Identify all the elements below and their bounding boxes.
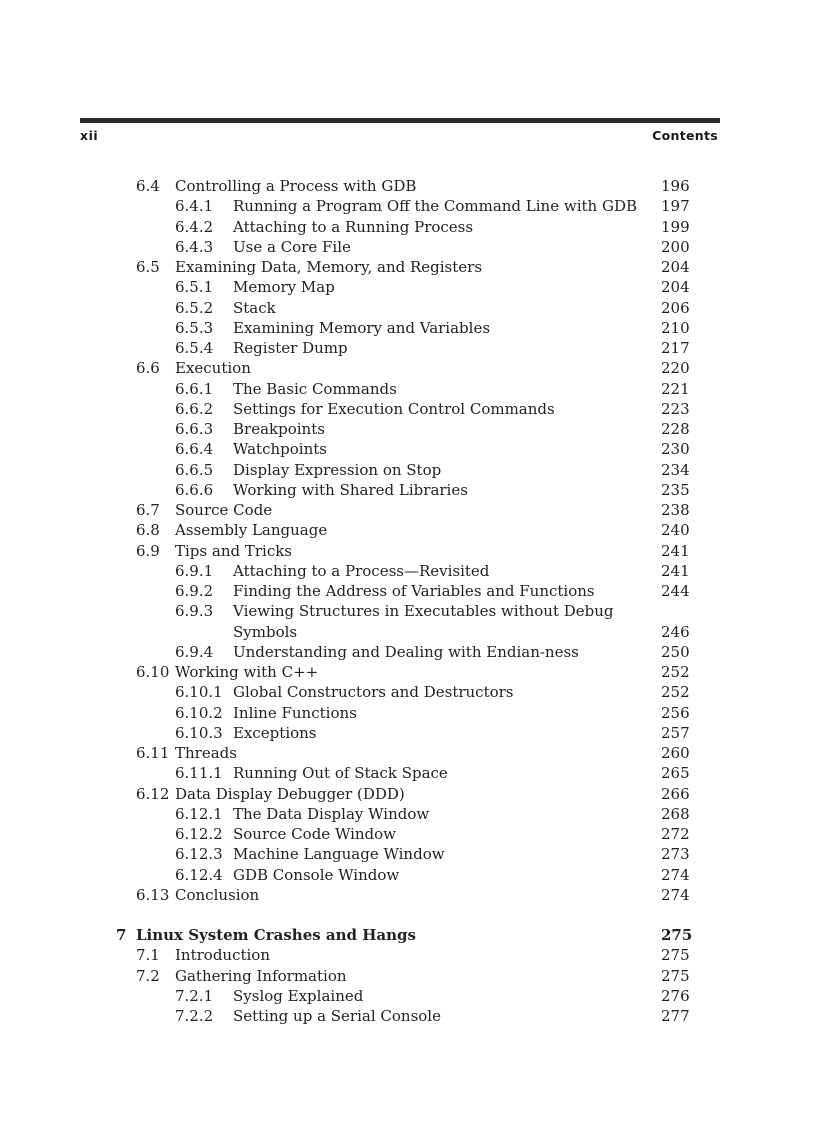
toc-entry-number: 7.2 [136,966,160,985]
toc-entry-page: 206 [661,298,690,317]
toc-entry-number: 6.9.1 [175,561,214,580]
toc-entry-page: 220 [661,359,690,378]
toc-entry-number: 6.5 [136,258,160,276]
toc-entry-number: 6.11 [136,744,170,762]
toc-entry-page: 204 [661,258,690,276]
toc-entry-title: Display Expression on Stop [233,460,442,479]
toc-entry-page: 204 [661,278,690,297]
toc-entry-number: 6.4.3 [175,237,214,256]
toc-entry-number: 6.9 [136,541,160,560]
toc-entry-number: 7.2.2 [175,1007,214,1025]
toc-entry [0,763,816,783]
toc-entry-number: 6.4.1 [175,197,214,216]
toc-entry-title: Threads [175,744,237,762]
toc-entry-title: Attaching to a Running Process [233,217,474,236]
toc-entry [0,460,816,480]
toc-entry [0,581,816,601]
toc-entry-number: 6.6.4 [175,440,214,459]
toc-entry [0,541,816,561]
toc-entry-page: 276 [661,986,690,1005]
running-head: Contents [652,128,718,143]
toc-entry-number: 6.5.2 [175,298,214,317]
toc-entry-number: 6.6.6 [175,480,214,499]
toc-entry-title: Source Code [175,501,273,519]
toc-entry-page: 257 [661,723,690,742]
toc-entry-page: 274 [661,865,690,884]
toc-entry [0,358,816,378]
toc-entry [0,561,816,581]
toc-entry-number: 6.13 [136,885,170,904]
toc-entry [0,945,816,965]
toc-entry [0,500,816,520]
toc-entry-page: 230 [661,440,690,459]
toc-entry [0,642,816,662]
toc-entry-title: Running Out of Stack Space [233,764,448,783]
toc-entry-page: 234 [661,460,690,479]
toc-entry-page: 246 [661,622,690,641]
toc-entry-title: The Data Display Window [233,804,430,823]
toc-entry-number: 6.12.2 [175,825,223,843]
toc-entry [0,865,816,885]
toc-entry [0,439,816,459]
toc-entry-number: 6.12 [136,784,170,803]
toc-entry-number: 6.12.1 [175,804,223,823]
toc-entry-title: The Basic Commands [233,379,397,398]
toc-entry-title: Attaching to a Process—Revisited [233,561,490,580]
toc-entry-page: 196 [661,177,690,195]
toc-entry [0,399,816,419]
toc-entry-title: Watchpoints [233,440,327,459]
toc-entry-page: 275 [661,926,693,944]
toc-entry-number: 7 [116,926,127,944]
toc-entry-number: 6.5.1 [175,278,214,297]
toc-entry-title: Symbols [233,622,298,641]
toc-entry [0,217,816,237]
toc-entry-number: 6.6 [136,359,160,378]
toc-entry-title: Breakpoints [233,420,325,438]
toc-entry-title: Exceptions [233,723,317,742]
toc-entry [0,885,816,905]
toc-entry-number: 6.10.2 [175,703,223,722]
toc-entry-number: 7.1 [136,946,160,965]
toc-entry [0,338,816,358]
toc-entry-title: Viewing Structures in Executables without Debug [233,602,614,621]
toc-entry-title: Working with Shared Libraries [233,480,468,499]
page-number: xii [80,128,99,143]
toc-entry-number: 6.12.4 [175,865,223,884]
toc-entry-title: GDB Console Window [233,865,400,884]
toc-entry-page: 277 [661,1007,690,1025]
toc-entry-page: 250 [661,642,690,661]
toc-entry [0,196,816,216]
toc-entry [0,237,816,257]
toc-entry-number: 6.10.3 [175,723,223,742]
toc-entry-title: Gathering Information [175,966,347,985]
toc-entry-number: 6.7 [136,501,160,519]
toc-entry-page: 244 [661,582,690,600]
toc-entry-number: 6.9.4 [175,642,214,661]
toc-entry-number: 6.9.3 [175,602,214,621]
toc-entry-number: 6.11.1 [175,764,223,783]
toc-entry-page: 199 [661,217,690,236]
toc-entry-page: 272 [661,825,690,843]
toc-entry-title: Working with C++ [175,663,319,681]
toc-entry-page: 221 [661,379,690,398]
toc-entry [0,986,816,1006]
toc-entry-number: 6.10.1 [175,683,223,702]
toc-entry-title: Introduction [175,946,270,965]
toc-entry [0,703,816,723]
toc-entry [0,622,816,642]
toc-entry-title: Linux System Crashes and Hangs [136,926,416,944]
toc-entry-title: Setting up a Serial Console [233,1007,441,1025]
toc-entry-title: Stack [233,298,276,317]
toc-entry-title: Use a Core File [233,237,351,256]
toc-entry-page: 217 [661,339,690,357]
toc-entry-number: 6.6.5 [175,460,214,479]
toc-entry-page: 241 [661,561,690,580]
toc-entry [0,844,816,864]
toc-entry-number: 6.6.2 [175,399,214,418]
toc-entry [0,824,816,844]
toc-entry [0,601,816,621]
toc-entry-title: Data Display Debugger (DDD) [175,784,405,803]
toc-entry-title: Syslog Explained [233,986,364,1005]
toc-entry-number: 6.5.4 [175,339,214,357]
toc-entry [0,419,816,439]
toc-entry-page: 260 [661,744,690,762]
toc-entry [0,804,816,824]
toc-entry-title: Global Constructors and Destructors [233,683,514,702]
toc-entry-page: 265 [661,764,690,783]
toc-entry [0,277,816,297]
toc-entry-number: 6.4.2 [175,217,214,236]
toc-entry-number: 6.6.1 [175,379,214,398]
toc-entry-title: Source Code Window [233,825,397,843]
toc-entry-page: 275 [661,946,690,965]
toc-entry [0,379,816,399]
toc-entry-number: 6.8 [136,521,160,540]
toc-entry-number: 6.9.2 [175,582,214,600]
toc-entry-title: Machine Language Window [233,845,445,864]
toc-entry-number: 7.2.1 [175,986,214,1005]
toc-entry-page: 274 [661,885,690,904]
toc-entry-title: Execution [175,359,251,378]
toc-entry [0,662,816,682]
toc-entry-page: 252 [661,663,690,681]
toc-entry-page: 240 [661,521,690,540]
toc-entry-page: 210 [661,318,690,337]
toc-entry-page: 223 [661,399,690,418]
toc-entry-title: Finding the Address of Variables and Functions [233,582,595,600]
toc-entry-page: 275 [661,966,690,985]
toc-entry-title: Inline Functions [233,703,357,722]
toc-entry-title: Settings for Execution Control Commands [233,399,555,418]
toc-entry-title: Controlling a Process with GDB [175,177,417,195]
toc-entry-title: Register Dump [233,339,348,357]
toc-entry-number: 6.4 [136,177,160,195]
header-rule [80,118,720,123]
toc-entry-title: Examining Data, Memory, and Registers [175,258,483,276]
toc-entry-number: 6.10 [136,663,170,681]
toc-entry-page: 238 [661,501,690,519]
toc-entry-page: 241 [661,541,690,560]
toc-entry-page: 252 [661,683,690,702]
toc-entry-page: 235 [661,480,690,499]
toc-entry-title: Assembly Language [175,521,328,540]
toc-entry-title: Examining Memory and Variables [233,318,491,337]
toc-entry-number: 6.5.3 [175,318,214,337]
toc-entry-title: Memory Map [233,278,335,297]
toc-entry [0,723,816,743]
toc-entry-title: Understanding and Dealing with Endian-ness [233,642,579,661]
toc-entry [0,682,816,702]
toc-entry-title: Tips and Tricks [175,541,293,560]
toc-entry-number: 6.12.3 [175,845,223,864]
toc-entry-number: 6.6.3 [175,420,214,438]
toc-entry [0,784,816,804]
toc-entry [0,176,816,196]
toc-entry-page: 266 [661,784,690,803]
toc-entry [0,520,816,540]
toc-entry [0,480,816,500]
toc-entry-title: Conclusion [175,885,260,904]
toc-entry-title: Running a Program Off the Command Line with GDB [233,197,637,216]
toc-entry-page: 197 [661,197,690,216]
toc-entry-page: 200 [661,237,690,256]
toc-entry [0,298,816,318]
toc-entry-page: 228 [661,420,690,438]
toc-chapter-entry [0,925,816,945]
toc-entry [0,966,816,986]
toc-entry [0,257,816,277]
toc-entry-page: 256 [661,703,690,722]
toc-entry [0,1006,816,1026]
toc-entry [0,743,816,763]
toc-entry-page: 268 [661,804,690,823]
toc-entry-page: 273 [661,845,690,864]
toc-entry [0,318,816,338]
